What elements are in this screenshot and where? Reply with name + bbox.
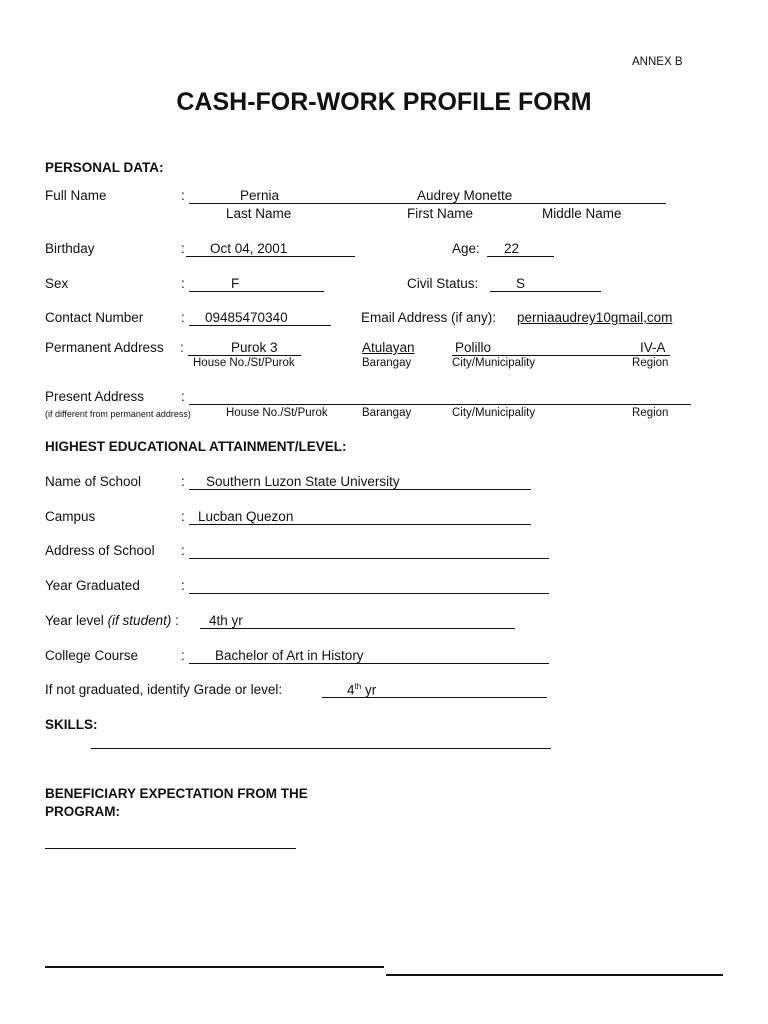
last-name-caption: Last Name [226, 206, 292, 221]
expectation-heading-line1: BENEFICIARY EXPECTATION FROM THE [45, 786, 308, 801]
perm-city-caption: City/Municipality [452, 357, 536, 369]
perm-region-value: IV-A [640, 340, 666, 355]
birthday-value: Oct 04, 2001 [210, 241, 288, 256]
college-course-line[interactable] [189, 663, 549, 664]
sex-colon: : [181, 276, 185, 291]
perm-barangay-value: Atulayan [362, 340, 415, 355]
grade-level-number: 4 [347, 682, 355, 698]
expectation-line[interactable] [45, 848, 296, 849]
age-line[interactable] [487, 256, 554, 257]
year-graduated-line[interactable] [189, 593, 549, 594]
present-address-note: (if different from permanent address) [45, 409, 191, 419]
civil-status-value: S [516, 276, 526, 291]
last-name-value: Pernia [240, 188, 280, 203]
present-house-caption: House No./St/Purok [226, 407, 328, 419]
year-graduated-colon: : [181, 578, 185, 593]
contact-label: Contact Number [45, 310, 144, 325]
year-graduated-label: Year Graduated [45, 578, 140, 593]
present-city-caption: City/Municipality [452, 407, 536, 419]
school-value: Southern Luzon State University [206, 474, 400, 489]
school-address-colon: : [181, 543, 185, 558]
expectation-heading-line2: PROGRAM: [45, 804, 120, 819]
present-colon: : [181, 389, 185, 404]
year-level-line[interactable] [200, 628, 515, 629]
permanent-address-label: Permanent Address [45, 340, 164, 355]
skills-heading: SKILLS: [45, 717, 98, 732]
present-region-caption: Region [632, 407, 669, 419]
full-name-line[interactable] [189, 203, 666, 204]
middle-name-caption: Middle Name [542, 206, 622, 221]
education-heading: HIGHEST EDUCATIONAL ATTAINMENT/LEVEL: [45, 439, 347, 454]
perm-city-region-line[interactable] [452, 355, 670, 356]
full-name-label: Full Name [45, 188, 107, 203]
first-name-value: Audrey Monette [417, 188, 513, 203]
civil-status-label: Civil Status: [407, 276, 479, 291]
perm-house-value: Purok 3 [231, 340, 278, 355]
grade-level-suffix: yr [364, 682, 377, 698]
personal-data-heading: PERSONAL DATA: [45, 160, 164, 175]
sex-line[interactable] [189, 291, 324, 292]
sex-label: Sex [45, 276, 69, 291]
year-level-colon: : [175, 613, 179, 628]
birthday-colon: : [181, 241, 185, 256]
grade-level-value [347, 682, 376, 698]
birthday-label: Birthday [45, 241, 95, 256]
school-label: Name of School [45, 474, 142, 489]
perm-barangay-caption: Barangay [362, 357, 412, 369]
full-name-colon: : [181, 188, 185, 203]
school-colon: : [181, 474, 185, 489]
not-graduated-label: If not graduated, identify Grade or level: [45, 682, 283, 697]
email-label: Email Address (if any): [361, 310, 497, 325]
year-level-value: 4th yr [209, 613, 243, 628]
signature-line-right[interactable] [386, 974, 723, 976]
college-course-label: College Course [45, 648, 139, 663]
first-name-caption: First Name [407, 206, 474, 221]
school-line[interactable] [189, 489, 531, 490]
year-level-label-text: Year level [45, 613, 104, 628]
birthday-line[interactable] [186, 256, 355, 257]
grade-level-sup: th [354, 682, 362, 691]
college-course-colon: : [181, 648, 185, 663]
form-title: CASH-FOR-WORK PROFILE FORM [176, 88, 592, 116]
permanent-colon: : [180, 340, 184, 355]
present-address-line[interactable] [189, 404, 691, 405]
campus-line[interactable] [189, 524, 531, 525]
sex-value: F [231, 276, 240, 291]
perm-region-caption: Region [632, 357, 669, 369]
contact-value: 09485470340 [205, 310, 288, 325]
age-value: 22 [504, 241, 520, 256]
contact-line[interactable] [189, 325, 331, 326]
present-barangay-caption: Barangay [362, 407, 412, 419]
year-level-note: (if student) [107, 613, 172, 628]
contact-colon: : [181, 310, 185, 325]
perm-city-value: Polillo [455, 340, 492, 355]
email-value: perniaaudrey10gmail,com [517, 310, 673, 325]
signature-line-left[interactable] [45, 966, 384, 968]
skills-line[interactable] [91, 748, 551, 749]
civil-status-line[interactable] [490, 291, 601, 292]
annex-label: ANNEX B [632, 56, 683, 68]
campus-colon: : [181, 509, 185, 524]
year-level-label [45, 613, 179, 628]
campus-label: Campus [45, 509, 96, 524]
perm-house-caption: House No./St/Purok [193, 357, 295, 369]
campus-value: Lucban Quezon [198, 509, 294, 524]
college-course-value: Bachelor of Art in History [215, 648, 364, 663]
age-label: Age: [452, 241, 480, 256]
present-address-label: Present Address [45, 389, 145, 404]
school-address-line[interactable] [189, 558, 549, 559]
school-address-label: Address of School [45, 543, 155, 558]
perm-house-line[interactable] [188, 355, 301, 356]
